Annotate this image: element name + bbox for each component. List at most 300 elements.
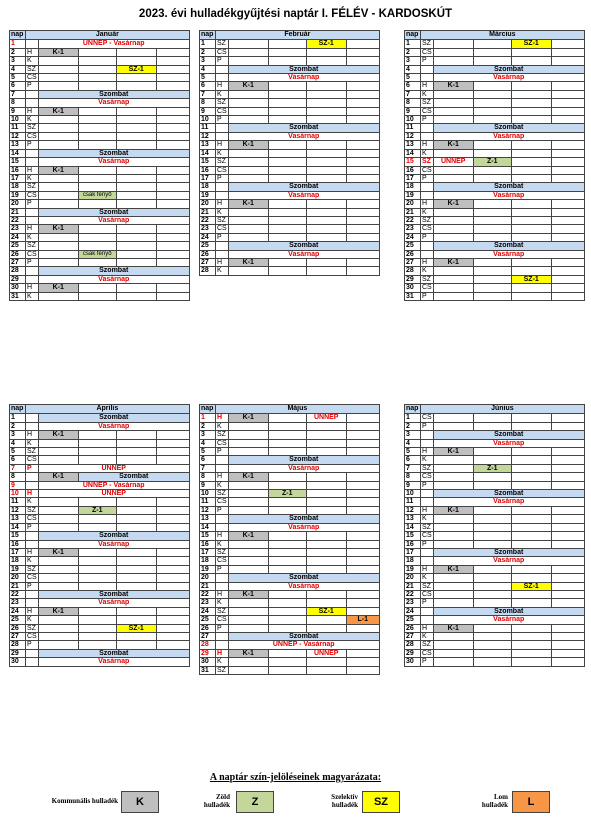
nap-header: nap xyxy=(10,31,26,40)
collection-cell-b xyxy=(78,548,116,556)
day-number: 12 xyxy=(405,506,421,514)
collection-cell-c xyxy=(116,258,156,266)
day-number: 29 xyxy=(405,649,421,657)
weekday-cell: K xyxy=(216,540,229,548)
day-number: 13 xyxy=(405,515,421,523)
collection-cell-d xyxy=(346,90,379,98)
day-row xyxy=(405,498,585,506)
day-number: 3 xyxy=(200,57,216,65)
collection-cell-c xyxy=(116,284,156,292)
collection-cell-b xyxy=(78,641,116,649)
day-number: 26 xyxy=(405,250,421,258)
day-number: 10 xyxy=(405,490,421,498)
collection-cell-c xyxy=(116,431,156,439)
day-number: 17 xyxy=(405,548,421,556)
weekday-cell: CS xyxy=(27,632,37,640)
collection-cell-b xyxy=(78,233,116,241)
day-row xyxy=(10,250,190,258)
weekday-cell: K xyxy=(26,439,39,447)
collection-cell-d xyxy=(156,582,189,590)
collection-cell-a xyxy=(228,448,268,456)
collection-cell-a xyxy=(433,174,473,182)
collection-cell-c xyxy=(511,414,551,422)
collection-cell-a xyxy=(38,116,78,124)
collection-cell-a xyxy=(228,149,268,157)
day-row xyxy=(200,658,380,666)
collection-cell-b xyxy=(78,439,116,447)
day-row xyxy=(10,422,190,430)
collection-cell-a: K-1 xyxy=(228,649,268,657)
day-row xyxy=(200,200,380,208)
weekday-cell: P xyxy=(26,200,39,208)
day-row xyxy=(10,116,190,124)
month-header-row xyxy=(200,405,380,414)
day-number: 6 xyxy=(405,82,421,90)
weekday-cell xyxy=(421,242,434,250)
collection-cell-b xyxy=(473,267,511,275)
collection-cell-a xyxy=(228,166,268,174)
weekday-cell: SZ xyxy=(421,641,434,649)
day-row xyxy=(200,166,380,174)
weekday-cell: H xyxy=(26,225,39,233)
day-row xyxy=(200,557,380,565)
weekday-cell: K xyxy=(26,292,39,300)
weekday-cell: P xyxy=(216,506,229,514)
collection-cell-a xyxy=(433,523,473,531)
weekday-cell xyxy=(26,532,39,540)
collection-cell-c xyxy=(511,82,551,90)
day-number: 19 xyxy=(10,191,26,199)
weekday-cell: SZ xyxy=(216,490,229,498)
collection-cell-b xyxy=(473,523,511,531)
collection-cell-c: SZ-1 xyxy=(116,624,156,632)
collection-cell-d xyxy=(551,599,584,607)
day-row xyxy=(200,607,380,615)
collection-cell-d xyxy=(156,641,189,649)
collection-cell-c xyxy=(511,99,551,107)
collection-cell-a xyxy=(228,267,268,275)
day-number: 17 xyxy=(405,174,421,182)
day-row xyxy=(10,40,190,48)
collection-cell-c xyxy=(116,233,156,241)
collection-cell-a: K-1 xyxy=(228,473,268,481)
collection-cell-b xyxy=(473,624,511,632)
day-number: 13 xyxy=(405,141,421,149)
weekday-cell: SZ xyxy=(26,183,39,191)
day-row xyxy=(405,439,585,447)
collection-cell-d xyxy=(551,481,584,489)
collection-cell-d xyxy=(551,649,584,657)
collection-cell-b xyxy=(268,532,306,540)
collection-cell-d xyxy=(156,515,189,523)
day-number: 18 xyxy=(10,183,26,191)
weekday-cell: SZ xyxy=(26,506,39,514)
weekday-cell: P xyxy=(421,599,434,607)
day-number: 17 xyxy=(10,548,26,556)
collection-cell-d xyxy=(156,82,189,90)
day-row xyxy=(405,448,585,456)
day-row xyxy=(200,464,380,472)
collection-cell-c xyxy=(116,607,156,615)
day-row xyxy=(10,174,190,182)
day-row xyxy=(405,132,585,140)
weekday-cell: P xyxy=(216,174,229,182)
sunday-label: Vasárnap xyxy=(228,250,379,258)
weekday-cell: K xyxy=(26,233,39,241)
collection-cell-b xyxy=(78,116,116,124)
day-number: 22 xyxy=(10,590,26,598)
sunday-label: Vasárnap xyxy=(433,74,584,82)
collection-cell-b xyxy=(78,174,116,182)
calendar-february xyxy=(199,30,380,276)
day-row xyxy=(405,599,585,607)
collection-cell-b xyxy=(473,116,511,124)
collection-cell-d xyxy=(346,99,379,107)
month-name: Január xyxy=(26,31,190,40)
day-number: 19 xyxy=(200,565,216,573)
day-number: 30 xyxy=(200,658,216,666)
weekday-cell: CS xyxy=(27,456,37,464)
day-row xyxy=(200,506,380,514)
collection-cell-d xyxy=(346,607,379,615)
collection-cell-b xyxy=(473,473,511,481)
day-number: 14 xyxy=(405,523,421,531)
collection-cell-a: ÜNNEP xyxy=(433,158,473,166)
day-number: 4 xyxy=(405,65,421,73)
collection-cell-a: K-1 xyxy=(38,48,78,56)
weekday-cell: H xyxy=(26,431,39,439)
collection-cell-b xyxy=(268,216,306,224)
collection-cell-d xyxy=(346,200,379,208)
collection-cell-d xyxy=(551,99,584,107)
collection-cell-c xyxy=(511,523,551,531)
weekday-cell xyxy=(216,523,229,531)
collection-cell-d xyxy=(156,65,189,73)
weekday-cell: SZ xyxy=(26,124,39,132)
day-row xyxy=(200,532,380,540)
weekday-cell: SZ xyxy=(216,158,229,166)
day-number: 22 xyxy=(405,216,421,224)
collection-cell-b xyxy=(268,225,306,233)
day-number: 23 xyxy=(405,225,421,233)
weekday-cell: SZ xyxy=(216,40,229,48)
collection-cell-d xyxy=(156,57,189,65)
collection-cell-a xyxy=(228,624,268,632)
day-number: 26 xyxy=(10,250,26,258)
day-number: 2 xyxy=(200,48,216,56)
collection-cell-b xyxy=(78,448,116,456)
day-number: 18 xyxy=(200,183,216,191)
day-row xyxy=(10,515,190,523)
collection-cell-b: csak fenyő xyxy=(78,250,116,258)
day-row xyxy=(405,74,585,82)
weekday-cell: P xyxy=(26,258,39,266)
collection-cell-c xyxy=(116,250,156,258)
day-number: 1 xyxy=(10,40,26,48)
collection-cell-c xyxy=(306,448,346,456)
collection-cell-a xyxy=(228,658,268,666)
weekday-cell: K xyxy=(26,498,39,506)
day-number: 23 xyxy=(10,599,26,607)
collection-cell-a xyxy=(38,57,78,65)
day-number: 5 xyxy=(200,74,216,82)
collection-cell-c xyxy=(306,666,346,674)
weekday-cell xyxy=(421,439,434,447)
collection-cell-d xyxy=(346,431,379,439)
collection-cell-b xyxy=(473,481,511,489)
weekday-cell: SZ xyxy=(26,565,39,573)
day-number: 16 xyxy=(10,540,26,548)
day-number: 18 xyxy=(405,183,421,191)
month-name: Június xyxy=(421,405,585,414)
weekday-cell: CS xyxy=(422,414,432,422)
day-number: 14 xyxy=(405,149,421,157)
day-number: 26 xyxy=(405,624,421,632)
collection-cell-c xyxy=(511,649,551,657)
collection-cell-c xyxy=(116,582,156,590)
saturday-label: Szombat xyxy=(228,124,379,132)
collection-cell-c xyxy=(511,216,551,224)
legend-title: A naptár szín-jelöléseinek magyarázata: xyxy=(209,772,382,783)
day-number: 29 xyxy=(10,275,26,283)
weekday-cell: SZ xyxy=(421,523,434,531)
collection-cell-d xyxy=(346,208,379,216)
collection-cell-b xyxy=(78,582,116,590)
collection-cell-c xyxy=(511,574,551,582)
weekday-cell xyxy=(421,616,434,624)
day-number: 9 xyxy=(10,107,26,115)
day-number: 14 xyxy=(10,149,26,157)
day-number: 29 xyxy=(405,275,421,283)
collection-cell-a xyxy=(38,74,78,82)
collection-cell-c xyxy=(306,149,346,157)
collection-cell-a xyxy=(228,439,268,447)
collection-cell-a xyxy=(433,641,473,649)
collection-cell-b xyxy=(473,292,511,300)
weekday-cell xyxy=(216,242,229,250)
collection-cell-a xyxy=(38,132,78,140)
collection-cell-d xyxy=(156,607,189,615)
collection-cell-c xyxy=(116,107,156,115)
collection-cell-a xyxy=(38,574,78,582)
weekday-cell xyxy=(421,431,434,439)
day-row xyxy=(405,208,585,216)
day-number: 9 xyxy=(200,481,216,489)
collection-cell-b xyxy=(473,40,511,48)
collection-cell-a: K-1 xyxy=(38,225,78,233)
day-row xyxy=(10,57,190,65)
collection-cell-a xyxy=(228,208,268,216)
weekday-cell: P xyxy=(421,292,434,300)
collection-cell-c xyxy=(511,481,551,489)
weekday-cell: K xyxy=(421,632,434,640)
collection-cell-b xyxy=(268,422,306,430)
day-row xyxy=(200,548,380,556)
collection-cell-d xyxy=(551,532,584,540)
weekday-cell: CS xyxy=(422,284,432,292)
nap-header: nap xyxy=(200,31,216,40)
weekday-cell: P xyxy=(421,658,434,666)
day-row xyxy=(10,216,190,224)
day-number: 28 xyxy=(405,641,421,649)
weekday-cell: CS xyxy=(27,574,37,582)
collection-cell-c xyxy=(511,641,551,649)
day-number: 26 xyxy=(200,250,216,258)
collection-cell-d xyxy=(346,658,379,666)
day-row xyxy=(10,590,190,598)
day-row xyxy=(10,574,190,582)
weekday-cell xyxy=(216,124,229,132)
day-number: 15 xyxy=(10,532,26,540)
day-row xyxy=(10,498,190,506)
day-number: 7 xyxy=(10,464,26,472)
weekday-cell: CS xyxy=(27,74,37,82)
weekday-cell xyxy=(216,515,229,523)
collection-cell-b xyxy=(268,448,306,456)
day-row xyxy=(200,431,380,439)
collection-cell-c xyxy=(306,233,346,241)
weekday-cell: SZ xyxy=(26,242,39,250)
weekday-cell: K xyxy=(421,267,434,275)
day-row xyxy=(200,74,380,82)
day-row xyxy=(200,99,380,107)
collection-cell-d xyxy=(551,456,584,464)
weekday-cell: SZ xyxy=(216,548,229,556)
collection-cell-d xyxy=(551,292,584,300)
sunday-label: Vasárnap xyxy=(433,132,584,140)
day-number: 28 xyxy=(405,267,421,275)
month-name: Április xyxy=(26,405,190,414)
day-row xyxy=(405,267,585,275)
weekday-cell: CS xyxy=(217,439,227,447)
collection-cell-c xyxy=(306,48,346,56)
collection-cell-d xyxy=(346,141,379,149)
sunday-label: Vasárnap xyxy=(228,132,379,140)
day-number: 16 xyxy=(10,166,26,174)
collection-cell-b xyxy=(268,158,306,166)
sunday-label: Vasárnap xyxy=(433,439,584,447)
saturday-label: Szombat xyxy=(38,208,189,216)
collection-cell-a xyxy=(38,258,78,266)
day-number: 2 xyxy=(10,48,26,56)
collection-cell-b xyxy=(78,284,116,292)
weekday-cell: K xyxy=(216,422,229,430)
day-row xyxy=(200,124,380,132)
day-number: 15 xyxy=(200,532,216,540)
collection-cell-a xyxy=(433,574,473,582)
collection-cell-d xyxy=(156,456,189,464)
weekday-cell: K xyxy=(26,616,39,624)
collection-cell-c xyxy=(511,48,551,56)
collection-cell-b xyxy=(473,57,511,65)
collection-cell-a xyxy=(38,124,78,132)
collection-cell-c xyxy=(116,565,156,573)
collection-cell-c xyxy=(306,107,346,115)
weekday-cell: K xyxy=(216,90,229,98)
collection-cell-b xyxy=(268,540,306,548)
weekday-cell: P xyxy=(26,141,39,149)
collection-cell-c xyxy=(511,422,551,430)
collection-cell-c xyxy=(116,191,156,199)
weekday-cell: CS xyxy=(422,473,432,481)
collection-cell-d xyxy=(346,624,379,632)
collection-cell-b xyxy=(268,481,306,489)
collection-cell-a xyxy=(228,557,268,565)
day-number: 28 xyxy=(200,267,216,275)
weekday-cell xyxy=(26,481,39,489)
collection-cell-d xyxy=(551,275,584,283)
day-row xyxy=(405,456,585,464)
collection-cell-b xyxy=(473,448,511,456)
weekday-cell: K xyxy=(216,267,229,275)
collection-cell-a xyxy=(433,658,473,666)
collection-cell-c xyxy=(511,258,551,266)
weekday-cell xyxy=(421,65,434,73)
day-row xyxy=(405,481,585,489)
collection-cell-d xyxy=(551,632,584,640)
collection-cell-d xyxy=(551,48,584,56)
collection-cell-a xyxy=(433,649,473,657)
legend-swatch-sz: SZ xyxy=(362,791,400,813)
collection-cell-d xyxy=(156,132,189,140)
weekday-cell: H xyxy=(216,200,229,208)
day-row xyxy=(405,166,585,174)
day-row xyxy=(10,233,190,241)
collection-cell-d xyxy=(346,414,379,422)
collection-cell-c xyxy=(511,149,551,157)
collection-cell-c xyxy=(511,225,551,233)
day-number: 27 xyxy=(200,258,216,266)
collection-cell-b xyxy=(268,557,306,565)
weekday-cell xyxy=(421,498,434,506)
collection-cell-a xyxy=(228,233,268,241)
weekday-cell xyxy=(26,40,39,48)
collection-cell-a xyxy=(433,267,473,275)
weekday-cell xyxy=(26,473,39,481)
collection-cell-b xyxy=(78,565,116,573)
collection-cell-a xyxy=(228,431,268,439)
day-row xyxy=(200,624,380,632)
collection-cell-d xyxy=(551,565,584,573)
collection-cell-a xyxy=(38,624,78,632)
collection-cell-d xyxy=(551,574,584,582)
collection-cell-b xyxy=(473,107,511,115)
collection-cell-a xyxy=(38,565,78,573)
weekday-cell: CS xyxy=(27,132,37,140)
weekday-cell: H xyxy=(216,82,229,90)
day-number: 4 xyxy=(10,65,26,73)
day-row xyxy=(405,557,585,565)
collection-cell-d xyxy=(156,124,189,132)
day-row xyxy=(405,565,585,573)
collection-cell-d xyxy=(551,658,584,666)
day-row xyxy=(405,548,585,556)
collection-cell-d xyxy=(551,200,584,208)
weekday-cell xyxy=(216,632,229,640)
collection-cell-b xyxy=(78,183,116,191)
collection-cell-c xyxy=(511,540,551,548)
saturday-label: Szombat xyxy=(228,515,379,523)
day-number: 6 xyxy=(200,456,216,464)
holiday-label: ÜNNEP - Vasárnap xyxy=(228,641,379,649)
day-number: 8 xyxy=(405,99,421,107)
day-row xyxy=(200,174,380,182)
collection-cell-d xyxy=(156,284,189,292)
collection-cell-c xyxy=(306,532,346,540)
day-row xyxy=(405,532,585,540)
collection-cell-d xyxy=(156,74,189,82)
day-number: 3 xyxy=(200,431,216,439)
